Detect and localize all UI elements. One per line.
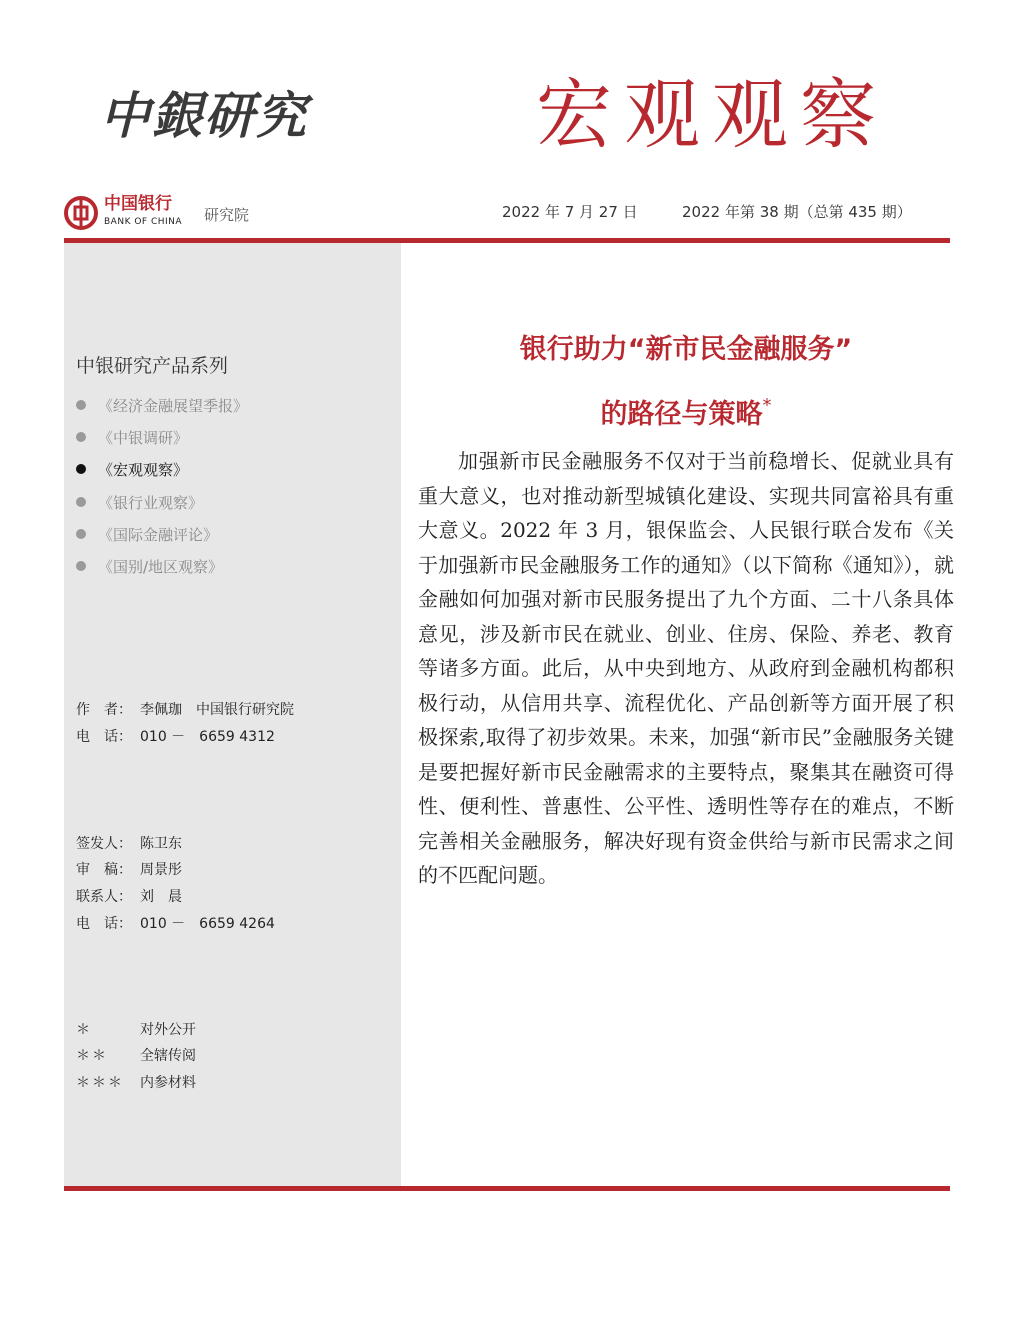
footer-divider — [64, 1186, 950, 1191]
bank-logo-icon — [64, 196, 98, 230]
series-item — [76, 428, 188, 448]
author-phone-line — [76, 727, 275, 747]
level-label: 对外公开 — [140, 1022, 196, 1038]
issue-number: 2022 年第 38 期（总第 435 期） — [682, 203, 912, 221]
series-item — [76, 557, 223, 577]
meta-value: 陈卫东 — [140, 836, 182, 852]
series-item-active — [76, 460, 188, 480]
meta-label: 联系人： — [76, 889, 132, 905]
department-label: 研究院 — [204, 206, 250, 224]
article-title-text: 的路径与策略 — [600, 399, 763, 430]
masthead-title: 宏观观察 — [536, 70, 888, 159]
level-public — [76, 1020, 196, 1040]
series-item — [76, 396, 248, 416]
bullet-icon — [76, 497, 86, 507]
bank-name-cn: 中国银行 — [104, 194, 172, 214]
article-title-line-2 — [418, 386, 954, 435]
signer-line — [76, 834, 182, 854]
level-label: 内参材料 — [140, 1075, 196, 1091]
meta-value: 周景彤 — [140, 862, 182, 878]
series-title: 中银研究产品系列 — [76, 355, 229, 377]
article-title-line-1: 银行助力“新市民金融服务” — [519, 334, 853, 365]
level-internal — [76, 1046, 196, 1066]
series-item-label: 《国际金融评论》 — [98, 526, 219, 544]
bullet-icon — [76, 529, 86, 539]
issue-date: 2022 年 7 月 27 日 — [502, 203, 638, 221]
meta-value: 李佩珈 中国银行研究院 — [140, 702, 294, 718]
level-stars: ＊＊＊ — [76, 1075, 124, 1091]
bullet-icon — [76, 400, 86, 410]
article-body: 加强新市民金融服务不仅对于当前稳增长、促就业具有重大意义，也对推动新型城镇化建设、实现共同富裕具有重大意义。2022 年 3 月，银保监会、人民银行联合发布《关于加强新市民金融服务工作的通知》（以下简称《通知》），就金融如何加强对新市民服务提出了九个方面、二十八条具体意见，涉及新市民在就业、创业、住房、保险、养老、教育等诸多方面。此后，从中央到地方、从政府到金融机构都积极行动，从信用共享、流程优化、产品创新等方面开展了积极探索,取得了初步效果。未来，加强“新市民”金融服务关键是要把握好新市民金融需求的主要特点，聚集其在融资可得性、便利性、普惠性、公平性、透明性等存在的难点，不断完善相关金融服务，解决好现有资金供给与新市民需求之间的不匹配问题。 — [418, 449, 954, 887]
level-confidential — [76, 1073, 196, 1093]
meta-label: 电 话： — [76, 729, 132, 745]
series-item-label: 《中银调研》 — [98, 429, 189, 447]
series-item-label: 《银行业观察》 — [98, 494, 204, 512]
bullet-icon — [76, 561, 86, 571]
meta-label: 电 话： — [76, 916, 132, 932]
bank-name-en: BANK OF CHINA — [104, 217, 183, 227]
series-item — [76, 493, 203, 513]
meta-value: 010 － 6659 4264 — [140, 916, 275, 932]
meta-label: 审 稿： — [76, 862, 132, 878]
meta-label: 作 者： — [76, 702, 132, 718]
series-item — [76, 525, 218, 545]
author-line — [76, 700, 294, 720]
series-item-label: 《经济金融展望季报》 — [98, 397, 249, 415]
meta-value: 010 － 6659 4312 — [140, 729, 275, 745]
brand-calligraphy-logo: 中銀研究 — [100, 86, 308, 145]
bullet-icon — [76, 432, 86, 442]
level-stars: ＊＊ — [76, 1048, 108, 1064]
meta-value: 刘 晨 — [140, 889, 182, 905]
contact-line — [76, 887, 182, 907]
reviewer-line — [76, 860, 182, 880]
level-stars: ＊ — [76, 1022, 92, 1038]
bank-of-china-logo — [64, 194, 194, 234]
level-label: 全辖传阅 — [140, 1048, 196, 1064]
series-item-label: 《宏观观察》 — [98, 461, 189, 479]
bullet-icon — [76, 464, 86, 474]
meta-label: 签发人： — [76, 836, 132, 852]
title-footnote-mark: * — [762, 395, 772, 416]
contact-phone-line — [76, 914, 275, 934]
series-item-label: 《国别/地区观察》 — [98, 558, 224, 576]
